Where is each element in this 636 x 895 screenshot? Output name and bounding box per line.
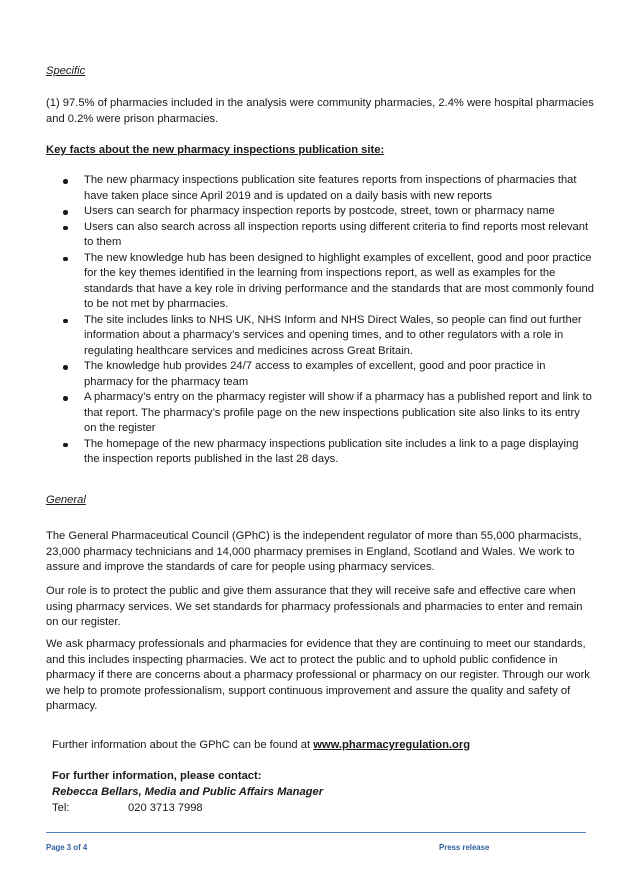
list-item-text: A pharmacy’s entry on the pharmacy register will show if a pharmacy has a published report and link to that report. The pharmacy’s profile page on the new inspections publication site also links to its entry on the register: [84, 391, 592, 434]
footer-page-number: Page 3 of 4: [46, 843, 88, 852]
bullet-icon: [63, 365, 68, 370]
list-item: [46, 437, 594, 468]
bullet-icon: [63, 210, 68, 215]
specific-heading: Specific: [46, 65, 86, 77]
bullet-icon: [63, 257, 68, 262]
bullet-icon: [63, 443, 68, 448]
further-info-text: Further information about the GPhC can be found at: [52, 739, 314, 751]
list-item: [46, 359, 594, 390]
list-item: [46, 313, 594, 360]
general-paragraph-1: The General Pharmaceutical Council (GPhC) is the independent regulator of more than 55,000 pharmacists, 23,000 pharmacy technicians and 14,000 pharmacy premises in England, Scotland and Wales. We work to assure and improve the standards of care for people using pharmacy services.: [46, 530, 582, 573]
footer-divider: [46, 832, 586, 833]
list-item-text: The new pharmacy inspections publication site features reports from inspections of pharmacies that have taken place since April 2019 and is updated on a daily basis with new reports: [84, 174, 577, 202]
contact-tel-number: 020 3713 7998: [128, 802, 203, 814]
further-info: [52, 738, 592, 754]
list-item-text: The new knowledge hub has been designed to highlight examples of excellent, good and poor practice for the key themes identified in the learning from inspections report, as well as examples for the standards that have a key role in driving performance and the standards that are most commonly found to be not met by pharmacies.: [84, 251, 594, 310]
list-item-text: Users can search for pharmacy inspection reports by postcode, street, town or pharmacy name: [84, 205, 555, 217]
website-link[interactable]: www.pharmacyregulation.org: [313, 739, 471, 751]
bullet-icon: [63, 226, 68, 231]
footer-label: Press release: [439, 843, 490, 852]
list-item: [46, 173, 594, 204]
contact-heading: For further information, please contact:: [52, 770, 262, 782]
list-item-text: The knowledge hub provides 24/7 access to examples of excellent, good and poor practice in pharmacy for the pharmacy team: [84, 360, 546, 388]
contact-tel-label: Tel:: [52, 802, 70, 814]
key-facts-heading: Key facts about the new pharmacy inspections publication site:: [46, 144, 385, 156]
list-item-text: Users can also search across all inspection reports using different criteria to find reports most relevant to them: [84, 220, 589, 248]
general-paragraph-3: We ask pharmacy professionals and pharmacies for evidence that they are continuing to meet our standards, and this includes inspecting pharmacies. We act to protect the public and to uphold public confidence in pharmacy if there are concerns about a pharmacy professional or pharmacy on our register. Through our work we help to promote professionalism, support continuous improvement and assure the quality and safety of pharmacy.: [46, 638, 590, 712]
list-item: [46, 251, 594, 313]
key-facts-list: [46, 173, 594, 468]
bullet-icon: [63, 179, 68, 184]
list-item: [46, 390, 594, 437]
general-paragraph-2: Our role is to protect the public and give them assurance that they will receive safe and effective care when using pharmacy services. We set standards for pharmacy professionals and pharmacies to enter and remain on our register.: [46, 585, 583, 628]
general-heading: General: [46, 494, 86, 506]
specific-note: (1) 97.5% of pharmacies included in the analysis were community pharmacies, 2.4% were hospital pharmacies and 0.2% were prison pharmacies.: [46, 97, 594, 125]
list-item-text: The homepage of the new pharmacy inspections publication site includes a link to a page displaying the inspection reports published in the last 28 days.: [84, 437, 579, 465]
contact-name: Rebecca Bellars, Media and Public Affairs Manager: [52, 786, 324, 798]
list-item: [46, 204, 594, 220]
list-item: [46, 220, 594, 251]
bullet-icon: [63, 396, 68, 401]
list-item-text: The site includes links to NHS UK, NHS Inform and NHS Direct Wales, so people can find out further information about a pharmacy’s services and opening times, and to other regulators with a role in regulating healthcare services and medicines across Great Britain.: [84, 313, 582, 357]
bullet-icon: [63, 319, 68, 324]
